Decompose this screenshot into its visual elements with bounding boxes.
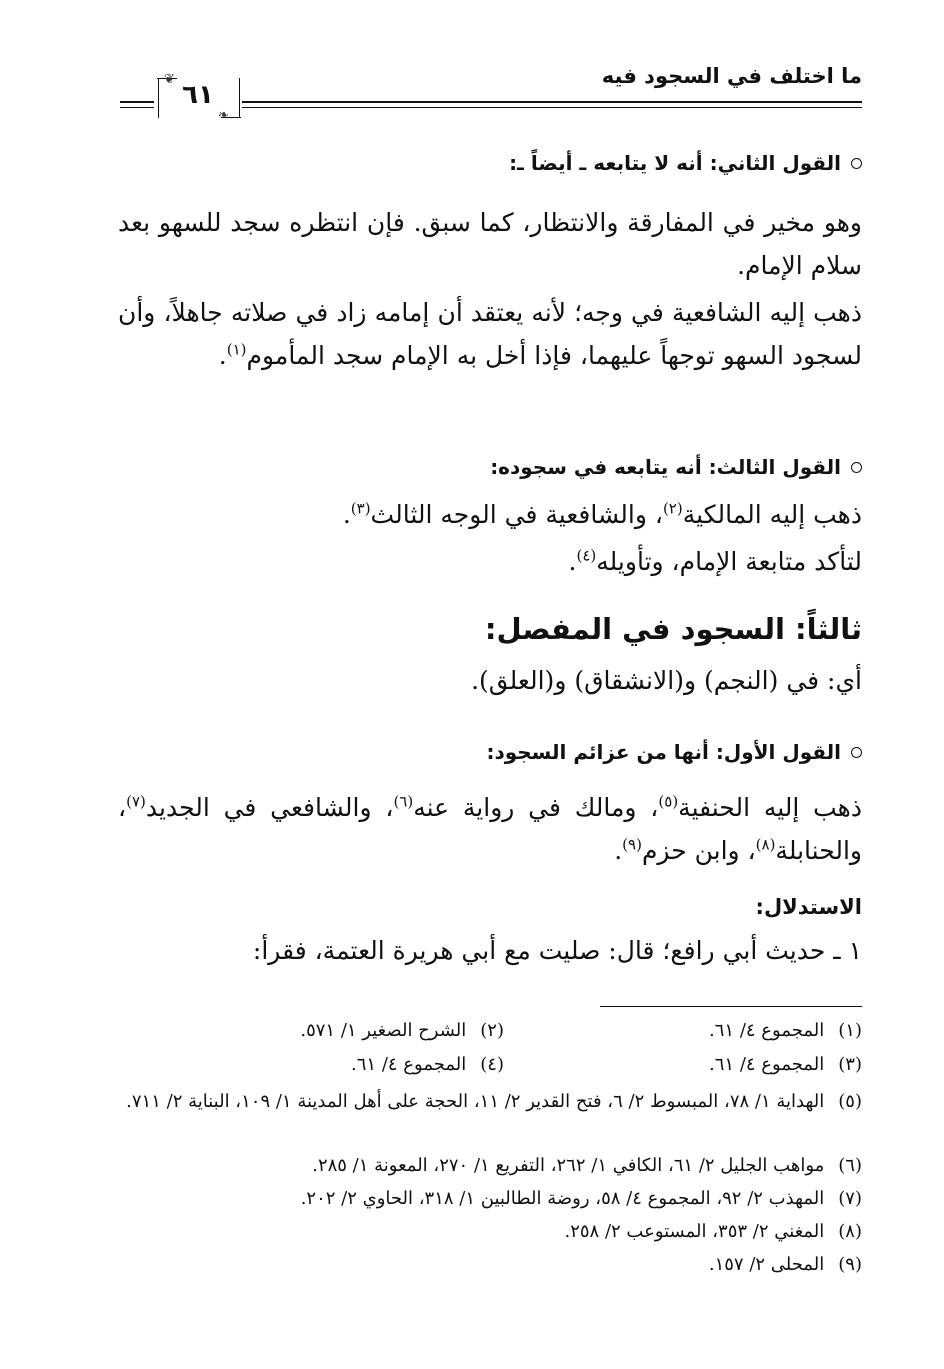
text: ، والحنابلة [118, 793, 862, 865]
paragraph-text: ذهب إليه الشافعية في وجه؛ لأنه يعتقد أن إمامه زاد في صلاته جاهلاً، وأن لسجود السهو توجهاً عليهما، فإذا أخل به الإمام سجد المأموم [118, 298, 862, 370]
paragraph: وهو مخير في المفارقة والانتظار، كما سبق. فإن انتظره سجد للسهو بعد سلام الإمام. [118, 208, 862, 280]
header-rule [242, 101, 862, 103]
section-subtitle: أي: في (النجم) و(الانشقاق) و(العلق). [471, 666, 862, 695]
footnote-ref: (١) [226, 340, 247, 359]
footnote-text: المغني ٢/ ٣٥٣، المستوعب ٢/ ٢٥٨. [564, 1221, 825, 1242]
footnote-number: (٣) [838, 1054, 862, 1075]
footnote-text: مواهب الجليل ٢/ ٦١، الكافي ١/ ٢٦٢، التفريع ١/ ٢٧٠، المعونة ١/ ٢٨٥. [312, 1155, 825, 1176]
footnote [709, 1254, 862, 1275]
footnote-number: (٧) [838, 1188, 862, 1209]
text: ذهب إليه المالكية [682, 500, 862, 529]
footnote-text: المجموع ٤/ ٦١. [709, 1020, 825, 1041]
footnote-text: الشرح الصغير ١/ ٥٧١. [300, 1020, 467, 1041]
text: ، والشافعية في الوجه الثالث [370, 500, 663, 529]
header-rule-left [120, 101, 154, 103]
footnote [300, 1020, 504, 1041]
footnote-number: (٢) [480, 1020, 504, 1041]
opinion-heading-text: القول الثاني: أنه لا يتابعه ـ أيضاً ـ: [509, 151, 841, 175]
footnote-ref: (٩) [622, 835, 642, 854]
footnote [351, 1054, 504, 1075]
footnote [301, 1188, 862, 1209]
ornament-icon: ❧ [218, 108, 229, 123]
opinion-heading-second [509, 151, 862, 175]
footnote-text: الهداية ١/ ٧٨، المبسوط ٢/ ٦، فتح القدير ٢/ ١١، الحجة على أهل المدينة ١/ ١٠٩، البناية ٢/ ٧١١. [126, 1091, 825, 1112]
text: . [568, 547, 577, 576]
footnote-text: المهذب ٢/ ٩٢، المجموع ٤/ ٥٨، روضة الطالبين ١/ ٣١٨، الحاوي ٢/ ٢٠٢. [300, 1188, 825, 1209]
footnote-separator [600, 1006, 862, 1007]
header-rule-left-thin [120, 107, 154, 108]
footnote-ref: (٤) [576, 546, 597, 565]
footnote [312, 1155, 862, 1176]
footnote-number: (٤) [480, 1054, 504, 1075]
text: ، والشافعي في الجديد [145, 793, 394, 822]
page-number: ٦١ [182, 80, 214, 110]
footnote-ref: (٨) [755, 835, 776, 854]
text: ، وابن حزم [641, 836, 756, 865]
paragraph [118, 291, 862, 377]
text: . [342, 500, 351, 529]
footnote-ref: (٦) [393, 792, 414, 811]
header-rule-thin [242, 107, 862, 108]
istidlal-heading: الاستدلال: [755, 895, 862, 919]
circle-bullet-icon [851, 747, 862, 758]
footnote-ref: (٣) [350, 499, 371, 518]
paragraph-line: ١ ـ حديث أبي رافع؛ قال: صليت مع أبي هريرة العتمة، فقرأ: [252, 936, 862, 965]
footnote [709, 1054, 862, 1075]
text: ذهب إليه الحنفية [678, 793, 862, 822]
opinion-heading-first [486, 740, 862, 764]
footnote-text: المجموع ٤/ ٦١. [709, 1054, 825, 1075]
footnote [709, 1020, 862, 1041]
footnote-text: المحلى ٢/ ١٥٧. [708, 1254, 825, 1275]
footnote-number: (٨) [838, 1221, 862, 1242]
footnote-number: (٥) [838, 1091, 862, 1112]
opinion-heading-text: القول الثالث: أنه يتابعه في سجوده: [490, 455, 841, 479]
paragraph-line [569, 547, 862, 576]
footnote-number: (٦) [838, 1155, 862, 1176]
paragraph-line [343, 500, 862, 529]
footnote-number: (٩) [838, 1254, 862, 1275]
circle-bullet-icon [851, 158, 862, 169]
text: لتأكد متابعة الإمام، وتأويله [596, 547, 862, 576]
paragraph [118, 786, 862, 872]
footnote-ref: (٢) [662, 499, 683, 518]
running-header-title: ما اختلف في السجود فيه [601, 64, 862, 88]
ornament-icon: ❦ [164, 72, 175, 87]
opinion-heading-third [490, 455, 862, 479]
text: ، ومالك في رواية عنه [413, 793, 659, 822]
footnote-text: المجموع ٤/ ٦١. [351, 1054, 467, 1075]
footnote-number: (١) [838, 1020, 862, 1041]
section-heading: ثالثاً: السجود في المفصل: [484, 612, 862, 646]
circle-bullet-icon [851, 462, 862, 473]
footnote [118, 1086, 862, 1117]
paragraph-end: . [218, 341, 227, 370]
footnote-ref: (٧) [126, 792, 146, 811]
footnote [564, 1221, 862, 1242]
opinion-heading-text: القول الأول: أنها من عزائم السجود: [486, 740, 841, 764]
footnote-ref: (٥) [658, 792, 679, 811]
text: . [614, 836, 623, 865]
